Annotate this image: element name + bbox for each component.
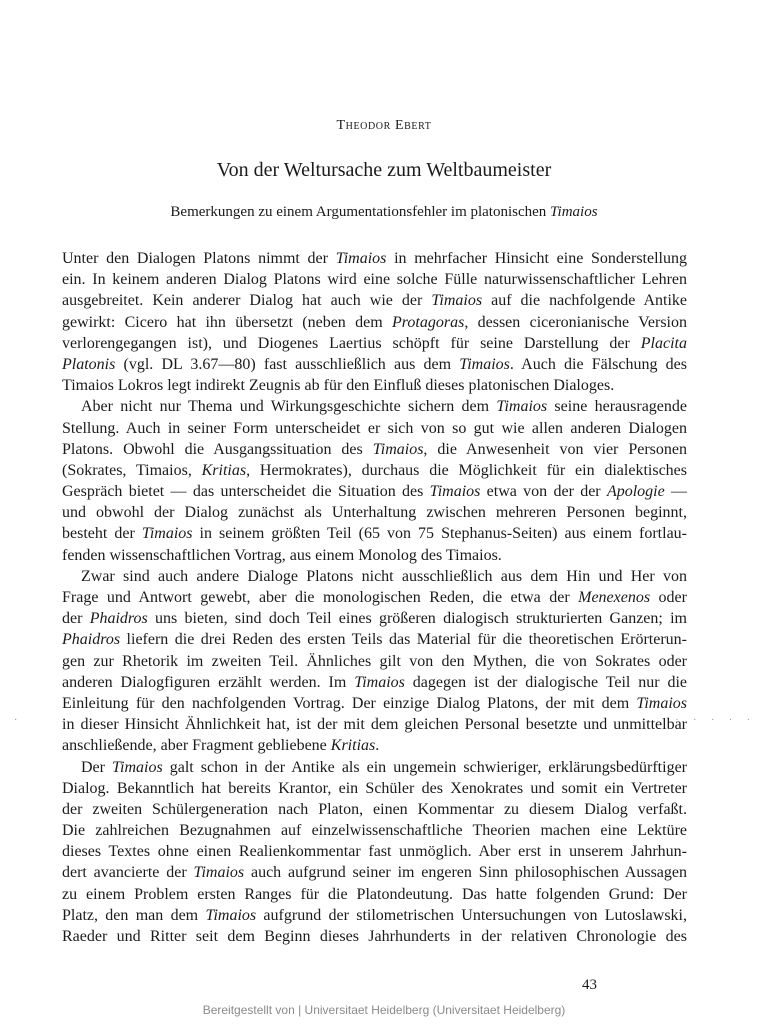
text-line: besteht der Timaios in seinem größten Teil (65 von 75 Stephanus-Seiten) aus einem fortlau- <box>62 525 687 543</box>
text-line: Aber nicht nur Thema und Wirkungsgeschichte sichern dem Timaios seine herausragende <box>81 398 688 416</box>
text-line: Raeder und Ritter seit dem Beginn dieses Jahrhunderts in der relativen Chronologie des <box>62 928 687 945</box>
text-line: gewirkt: Cicero hat ihn übersetzt (neben dem Protagoras, dessen ciceronianische Version <box>62 313 688 331</box>
text-line: in dieser Hinsicht Ähnlichkeit hat, ist der mit dem gleichen Personal besetzte und unmittelbar <box>62 716 687 734</box>
text-line: Die zahlreichen Bezugnahmen auf einzelwissenschaftliche Theorien machen eine Lektüre <box>62 822 687 840</box>
text-line: gen zur Rhetorik im zweiten Teil. Ähnliches gilt von den Mythen, die von Sokrates oder <box>62 652 687 670</box>
text-line: Unter den Dialogen Platons nimmt der Timaios in mehrfacher Hinsicht eine Sonderstellung <box>62 250 687 267</box>
scan-mark-left: · <box>14 715 18 726</box>
text-line: zu einem Problem ersten Ranges für die Platondeutung. Das hatte folgenden Grund: Der <box>62 885 687 903</box>
text-line: Platonis (vgl. DL 3.67—80) fast ausschließlich aus dem Timaios. Auch die Fälschung des <box>62 355 688 373</box>
text-line: Stellung. Auch in seiner Form unterscheidet er sich von so gut wie allen anderen Dialogen <box>62 419 687 437</box>
text-line: ein. In keinem anderen Dialog Platons wird eine solche Fülle naturwissenschaftlicher Lehren <box>62 271 687 289</box>
page-number: 43 <box>582 977 597 993</box>
text-line: Timaios Lokros legt indirekt Zeugnis ab für den Einfluß dieses platonischen Dialoges. <box>62 377 615 395</box>
article-subtitle <box>0 204 768 221</box>
text-line: Frage und Antwort gewebt, aber die monologischen Reden, die etwa der Menexenos oder <box>62 589 687 606</box>
text-line: Gespräch bietet — das unterscheidet die Situation des Timaios etwa von der der Apologie — <box>62 483 688 501</box>
text-line: verlorengegangen ist), und Diogenes Laertius schöpft für seine Darstellung der Placita <box>62 334 687 352</box>
text-line: Platz, den man dem Timaios aufgrund der stilometrischen Untersuchungen von Lutoslawski, <box>62 906 688 924</box>
article-title: Von der Weltursache zum Weltbaumeister <box>216 159 552 181</box>
text-line: Einleitung für den nachfolgenden Vortrag. Der einzige Dialog Platons, der mit dem Timaios <box>62 694 687 712</box>
text-line: der Phaidros uns bieten, sind doch Teil eines größeren dialogisch strukturierten Ganzen; im <box>62 610 688 628</box>
text-line: anschließende, aber Fragment gebliebene Kritias. <box>62 737 380 755</box>
text-line: dert avancierte der Timaios auch aufgrund seiner im engeren Sinn philosophischen Aussagen <box>62 864 687 882</box>
text-line: Der Timaios galt schon in der Antike als ein ungemein schwieriger, erklärungsbedürftiger <box>81 758 688 776</box>
running-author: Theodor Ebert <box>336 118 432 133</box>
text-line: (Sokrates, Timaios, Kritias, Hermokrates), durchaus die Möglichkeit für ein dialektisches <box>62 461 688 479</box>
text-line: Phaidros liefern die drei Reden des ersten Teils das Material für die theoretischen Erörterun- <box>62 631 687 649</box>
subtitle-text: Bemerkungen zu einem Argumentationsfehler im platonischen Timaios <box>170 204 598 220</box>
scan-mark-right: · · · · · <box>675 715 756 726</box>
text-line: der zweiten Schülergeneration nach Platon, einen Kommentar zu diesem Dialog verfaßt. <box>62 800 687 818</box>
text-line: Dialog. Bekanntlich hat bereits Krantor, ein Schüler des Xenokrates und somit ein Vertreter <box>62 779 687 797</box>
body-text <box>62 248 687 947</box>
text-line: Platons. Obwohl die Ausgangssituation des Timaios, die Anwesenheit von vier Personen <box>62 440 687 458</box>
text-line: anderen Dialogfiguren erzählt werden. Im Timaios dagegen ist der dialogische Teil nur die <box>62 673 688 691</box>
text-line: fenden wissenschaftlichen Vortrag, aus einem Monolog des Timaios. <box>62 546 502 564</box>
text-line: dieses Textes ohne einen Realienkommentar fast unmöglich. Aber erst in unserem Jahrhun- <box>62 843 687 861</box>
provider-footer: Bereitgestellt von | Universitaet Heidelberg (Universitaet Heidelberg) <box>202 1003 566 1017</box>
text-line: Zwar sind auch andere Dialoge Platons nicht ausschließlich aus dem Hin und Her von <box>81 567 687 585</box>
text-line: und obwohl der Dialog zunächst als Unterhaltung zwischen mehreren Personen beginnt, <box>62 504 687 522</box>
text-line: ausgebreitet. Kein anderer Dialog hat auch wie der Timaios auf die nachfolgende Antike <box>62 292 687 310</box>
